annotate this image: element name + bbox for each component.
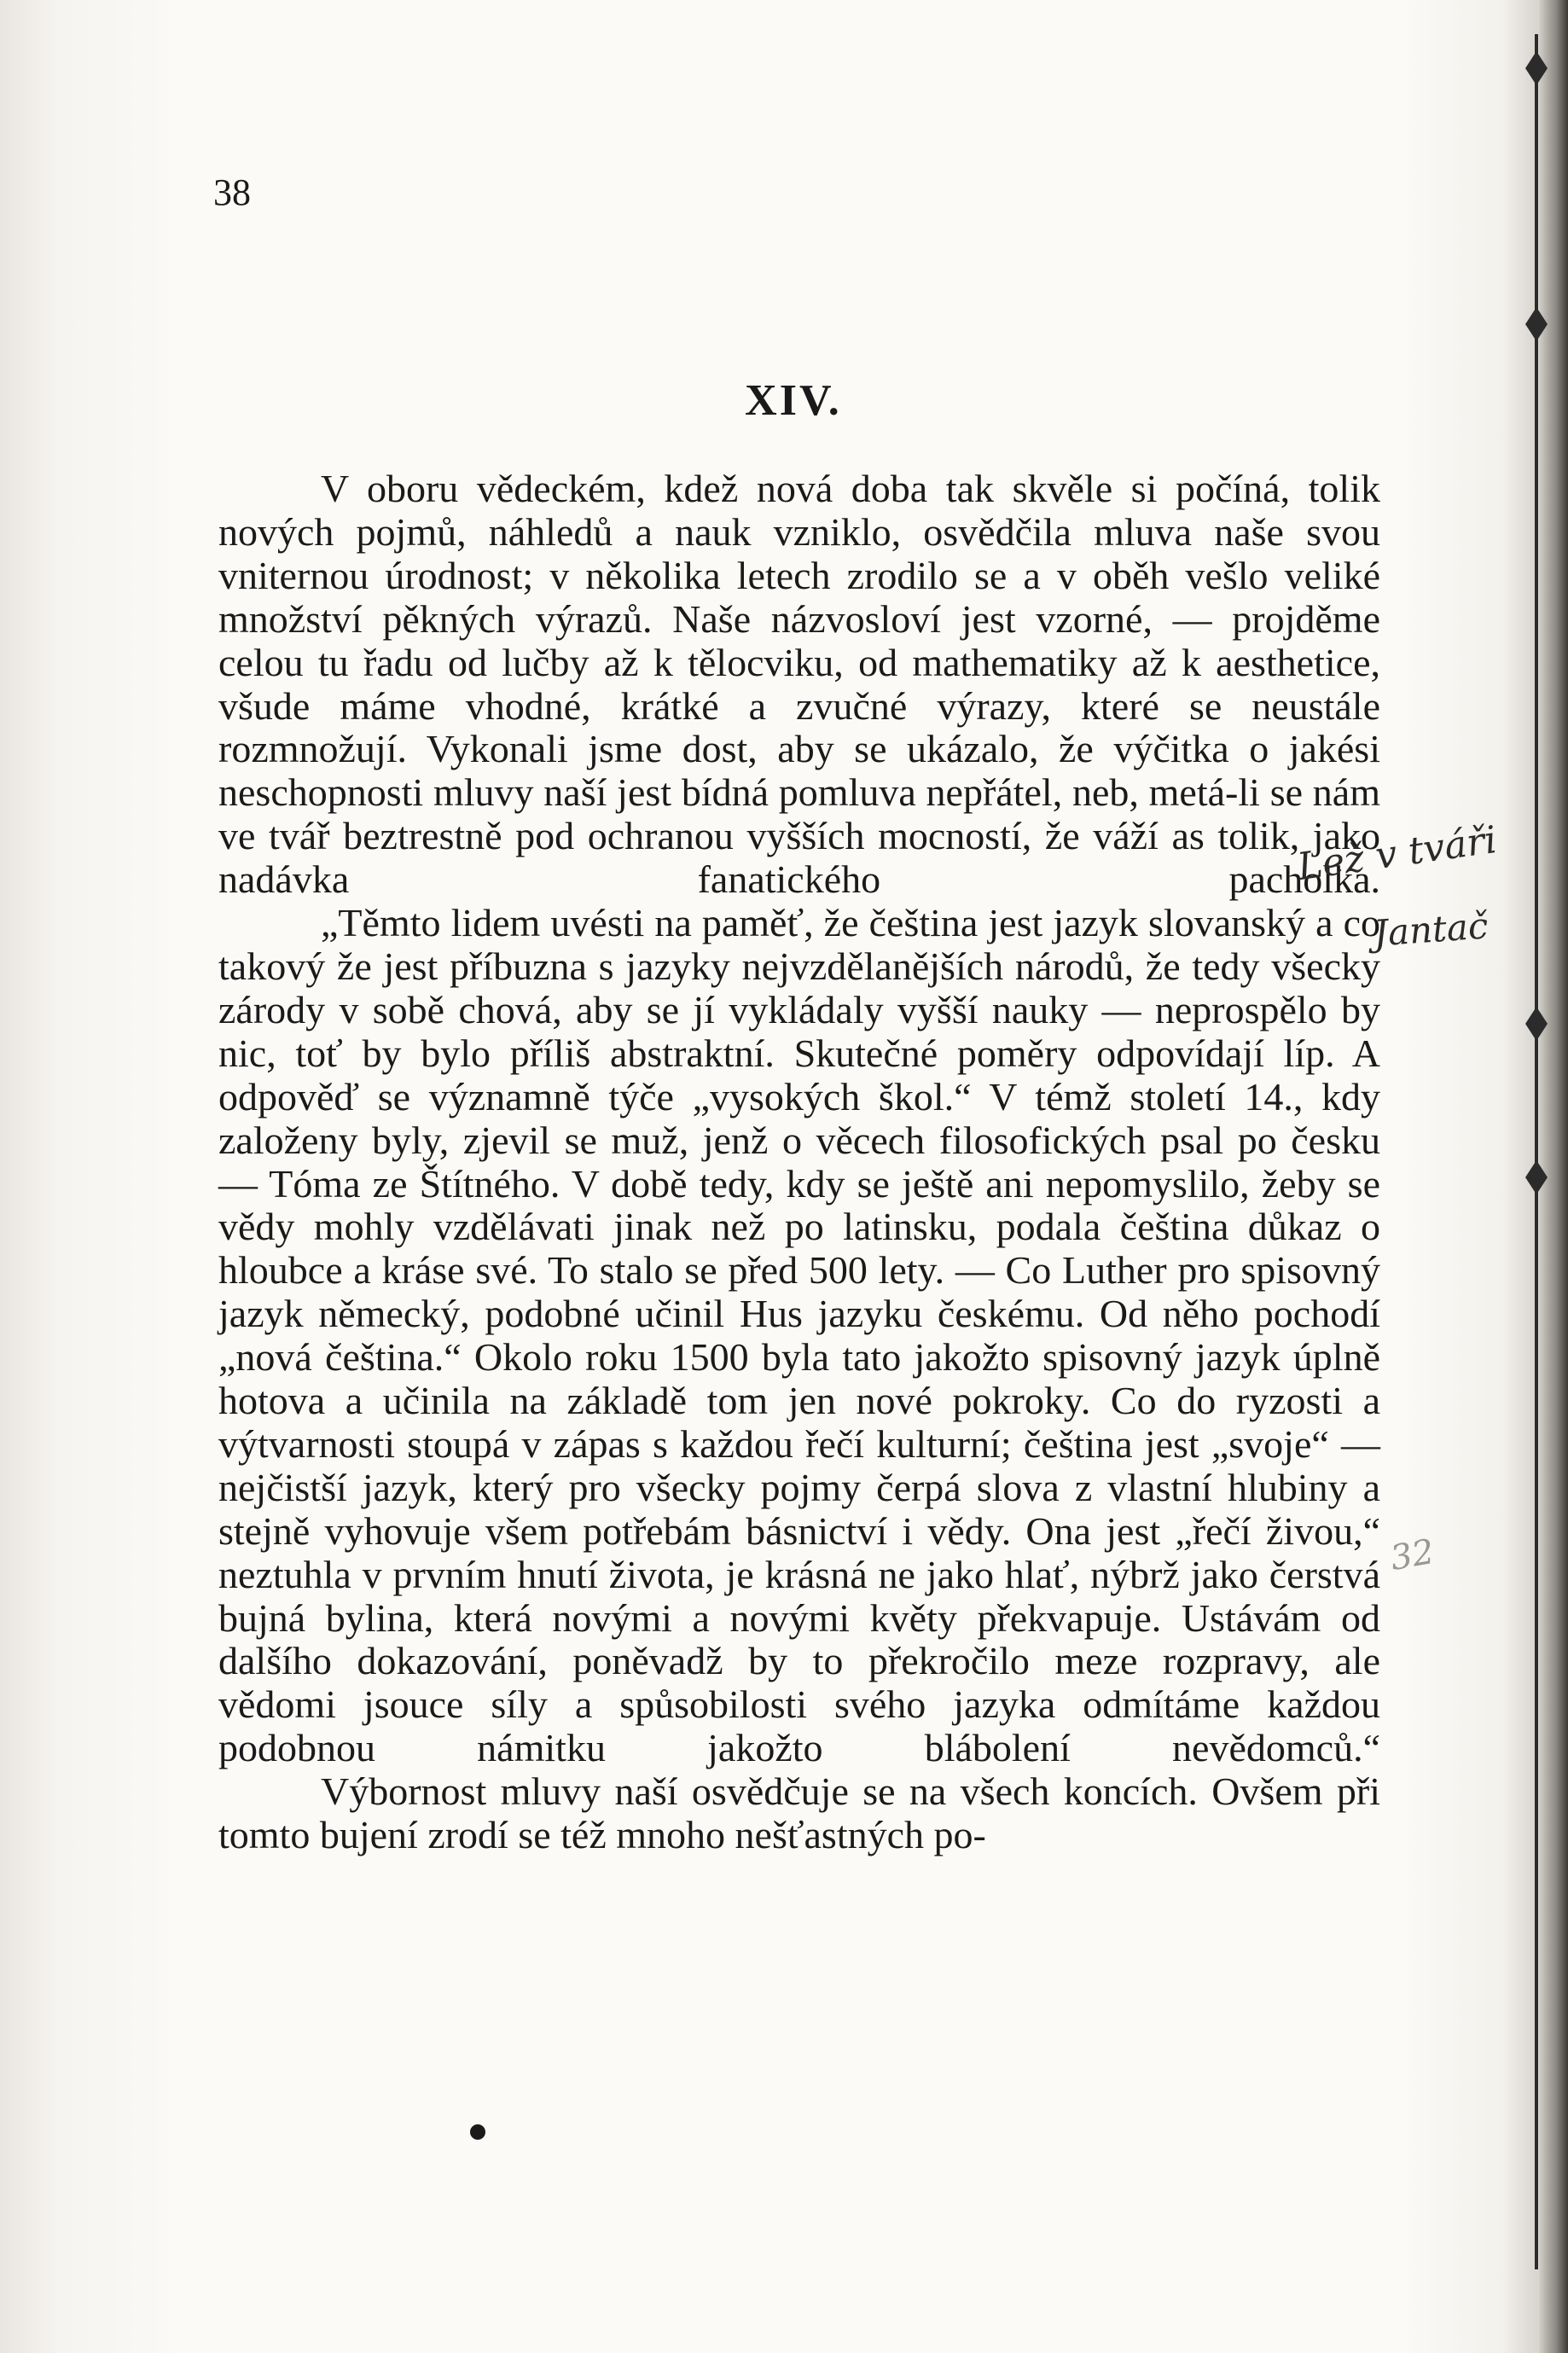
page-number: 38 bbox=[213, 171, 251, 213]
handwritten-note: Jantač bbox=[1372, 904, 1490, 955]
printed-bullet bbox=[470, 2124, 485, 2140]
body-text bbox=[218, 468, 1380, 1857]
paragraph: „Těmto lidem uvésti na paměť, že čeština jest jazyk slovanský a co takový že jest příbuzna s jazyky nejvzdělanějších národů, že tedy všecky zárody v sobě chová, aby se jí vykládaly vyšší nauky — neprospělo by nic, toť by bylo příliš abstraktní. Skutečné poměry odpovídají líp. A odpověď se významně týče „vysokých škol.“ V témž století 14., kdy založeny byly, zjevil se muž, jenž o věcech filosofických psal po česku — Tóma ze Štítného. V době tedy, kdy se ještě ani nepomyslilo, žeby se vědy mohly vzdělávati jinak než po latinsku, podala čeština důkaz o hloubce a kráse své. To stalo se před 500 lety. — Co Luther pro spisovný jazyk německý, podobné učinil Hus jazyku českému. Od něho pochodí „nová čeština.“ Okolo roku 1500 byla tato jakožto spisovný jazyk úplně hotova a učinila na základě tom jen nové pokroky. Co do ryzosti a výtvarnosti stoupá v zápas s každou řečí kulturní; čeština jest „svoje“ — nejčistší jazyk, který pro všecky pojmy čerpá slova z vlastní hlubiny a stejně vyhovuje všem potřebám básnictví i vědy. Ona jest „řečí živou,“ neztuhla v prvním hnutí života, je krásná ne jako hlať, nýbrž jako čerstvá bujná bylina, která novými a novými květy překvapuje. Ustávám od dalšího dokazování, poněvadž by to překročilo meze rozpravy, ale vědomi jsouce síly a spůsobilosti svého jazyka odmítáme každou podobnou námitku jakožto blábolení nevědomců.“ bbox=[218, 901, 1380, 1770]
chapter-title: XIV. bbox=[745, 376, 842, 425]
handwritten-note: 32 bbox=[1387, 1531, 1437, 1579]
paragraph: Výbornost mluvy naší osvědčuje se na všech koncích. Ovšem při tomto bujení zrodí se též mnoho nešťastných po- bbox=[218, 1769, 1380, 1857]
paragraph: V oboru vědeckém, kdež nová doba tak skvěle si počíná, tolik nových pojmů, náhledů a nauk vzniklo, osvědčila mluva naše svou vniternou úrodnost; v několika letech zrodilo se a v oběh vešlo veliké množství pěkných výrazů. Naše názvosloví jest vzorné, — projděme celou tu řadu od lučby až k tělocviku, od mathematiky až k aesthetice, všude máme vhodné, krátké a zvučné výrazy, které se neustále rozmnožují. Vykonali jsme dost, aby se ukázalo, že výčitka o jakési neschopnosti mluvy naší jest bídná pomluva nepřátel, neb, metá-li se nám ve tvář beztrestně pod ochranou vyšších mocností, že váží as tolik, jako nadávka fanatického pacholka. bbox=[218, 467, 1380, 902]
margin-rule bbox=[1535, 34, 1538, 2269]
handwritten-note: Lež v tváři bbox=[1294, 817, 1500, 890]
